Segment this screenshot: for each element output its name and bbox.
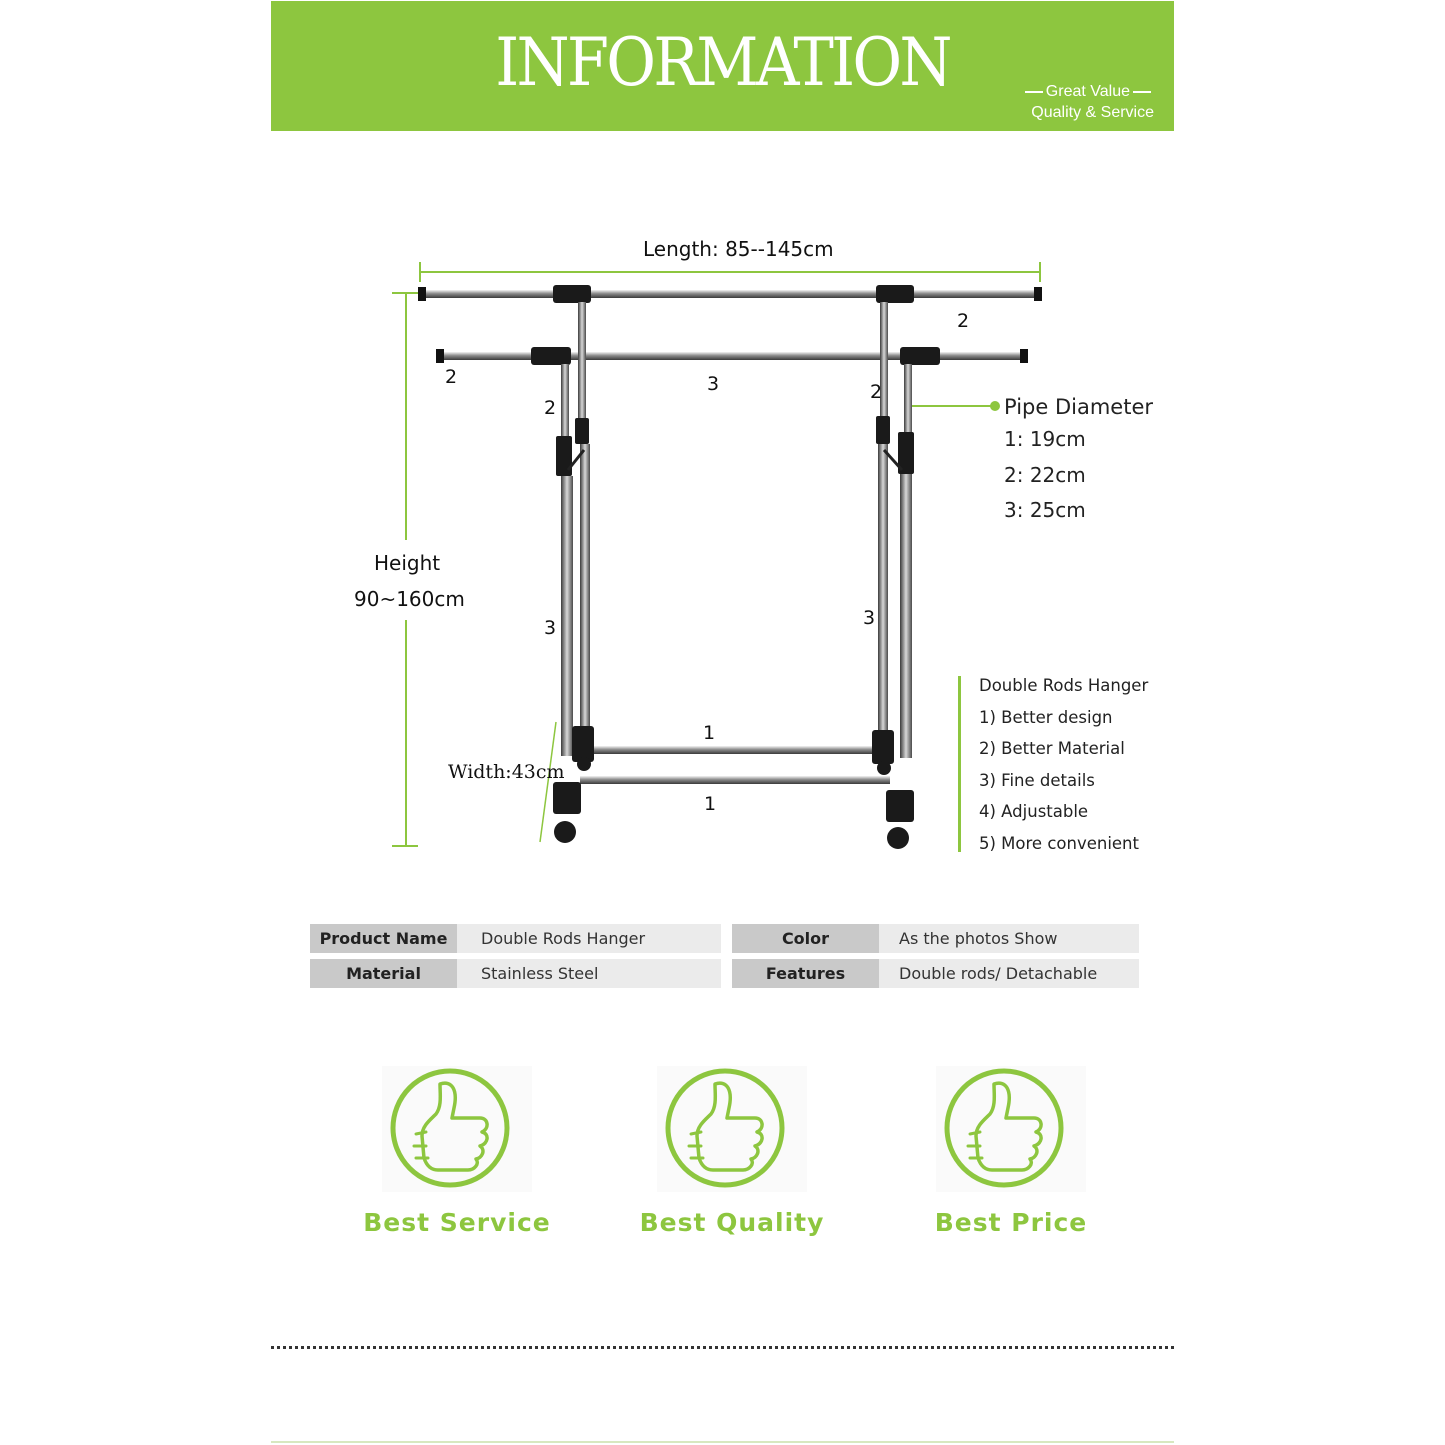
pole-number: 3: [863, 607, 876, 629]
badge-label: Best Quality: [639, 1208, 825, 1237]
spec-row-product-name: [310, 924, 721, 953]
spec-value: Double rods/ Detachable: [879, 959, 1139, 988]
top-back-rod: [418, 285, 1042, 303]
spec-key: Color: [732, 924, 879, 953]
pole-number: 2: [870, 381, 883, 403]
height-value: 90~160cm: [354, 587, 465, 611]
spec-key: Features: [732, 959, 879, 988]
thumbs-up-icon: [936, 1066, 1086, 1192]
banner-title: INFORMATION: [495, 24, 950, 101]
height-label: Height: [374, 551, 441, 575]
pole-number: 3: [544, 617, 557, 639]
badge-best-price: [896, 1066, 1126, 1237]
rod-number: 2: [445, 366, 458, 388]
badge-best-quality: [617, 1066, 847, 1237]
bottom-divider: [271, 1441, 1174, 1443]
feature-item: 3) Fine details: [979, 770, 1095, 790]
pole-number: 2: [544, 397, 557, 419]
thumbs-up-icon: [657, 1066, 807, 1192]
dotted-divider: [271, 1346, 1174, 1349]
pipe-diameter-item: 2: 22cm: [1004, 462, 1086, 487]
badge-best-service: [342, 1066, 572, 1237]
pipe-diameter-title: Pipe Diameter: [1004, 395, 1153, 419]
badge-label: Best Service: [363, 1208, 551, 1237]
pipe-callout-line: [912, 405, 992, 407]
top-front-rod: [436, 347, 1028, 365]
length-label: Length: 85--145cm: [643, 237, 834, 261]
base-frame: [553, 726, 914, 849]
base-rod-number: 1: [704, 793, 717, 815]
pipe-diameter-item: 3: 25cm: [1004, 498, 1086, 522]
feature-item: 4) Adjustable: [979, 802, 1089, 822]
tagline-great-value: Great Value: [1045, 83, 1130, 100]
spec-row-color: [732, 924, 1139, 953]
feature-list: [979, 670, 1148, 860]
pipe-callout-dot: [990, 401, 1000, 411]
spec-key: Material: [310, 959, 457, 988]
rod-number: 2: [957, 310, 970, 332]
pipe-diameter-item: 1: 19cm: [1004, 427, 1086, 451]
feature-list-title: Double Rods Hanger: [979, 676, 1149, 695]
width-label: Width:43cm: [448, 761, 565, 783]
badge-label: Best Price: [934, 1208, 1088, 1237]
thumbs-up-icon: [382, 1066, 532, 1192]
spec-value: Stainless Steel: [457, 959, 721, 988]
spec-value: Double Rods Hanger: [457, 924, 721, 953]
left-poles: [556, 302, 590, 756]
tagline-quality-service: Quality & Service: [1031, 104, 1154, 121]
rod-number: 3: [707, 373, 720, 395]
spec-key: Product Name: [310, 924, 457, 953]
spec-value: As the photos Show: [879, 924, 1139, 953]
spec-row-features: [732, 959, 1139, 988]
length-dimension-line: [420, 262, 1040, 282]
spec-row-material: [310, 959, 721, 988]
feature-item: 2) Better Material: [979, 739, 1125, 759]
right-poles: [876, 302, 914, 758]
feature-item: 1) Better design: [979, 707, 1113, 727]
feature-accent-bar: [958, 676, 961, 852]
feature-item: 5) More convenient: [979, 833, 1139, 853]
pipe-diameter-block: [1004, 392, 1153, 529]
base-rod-number: 1: [703, 722, 716, 744]
